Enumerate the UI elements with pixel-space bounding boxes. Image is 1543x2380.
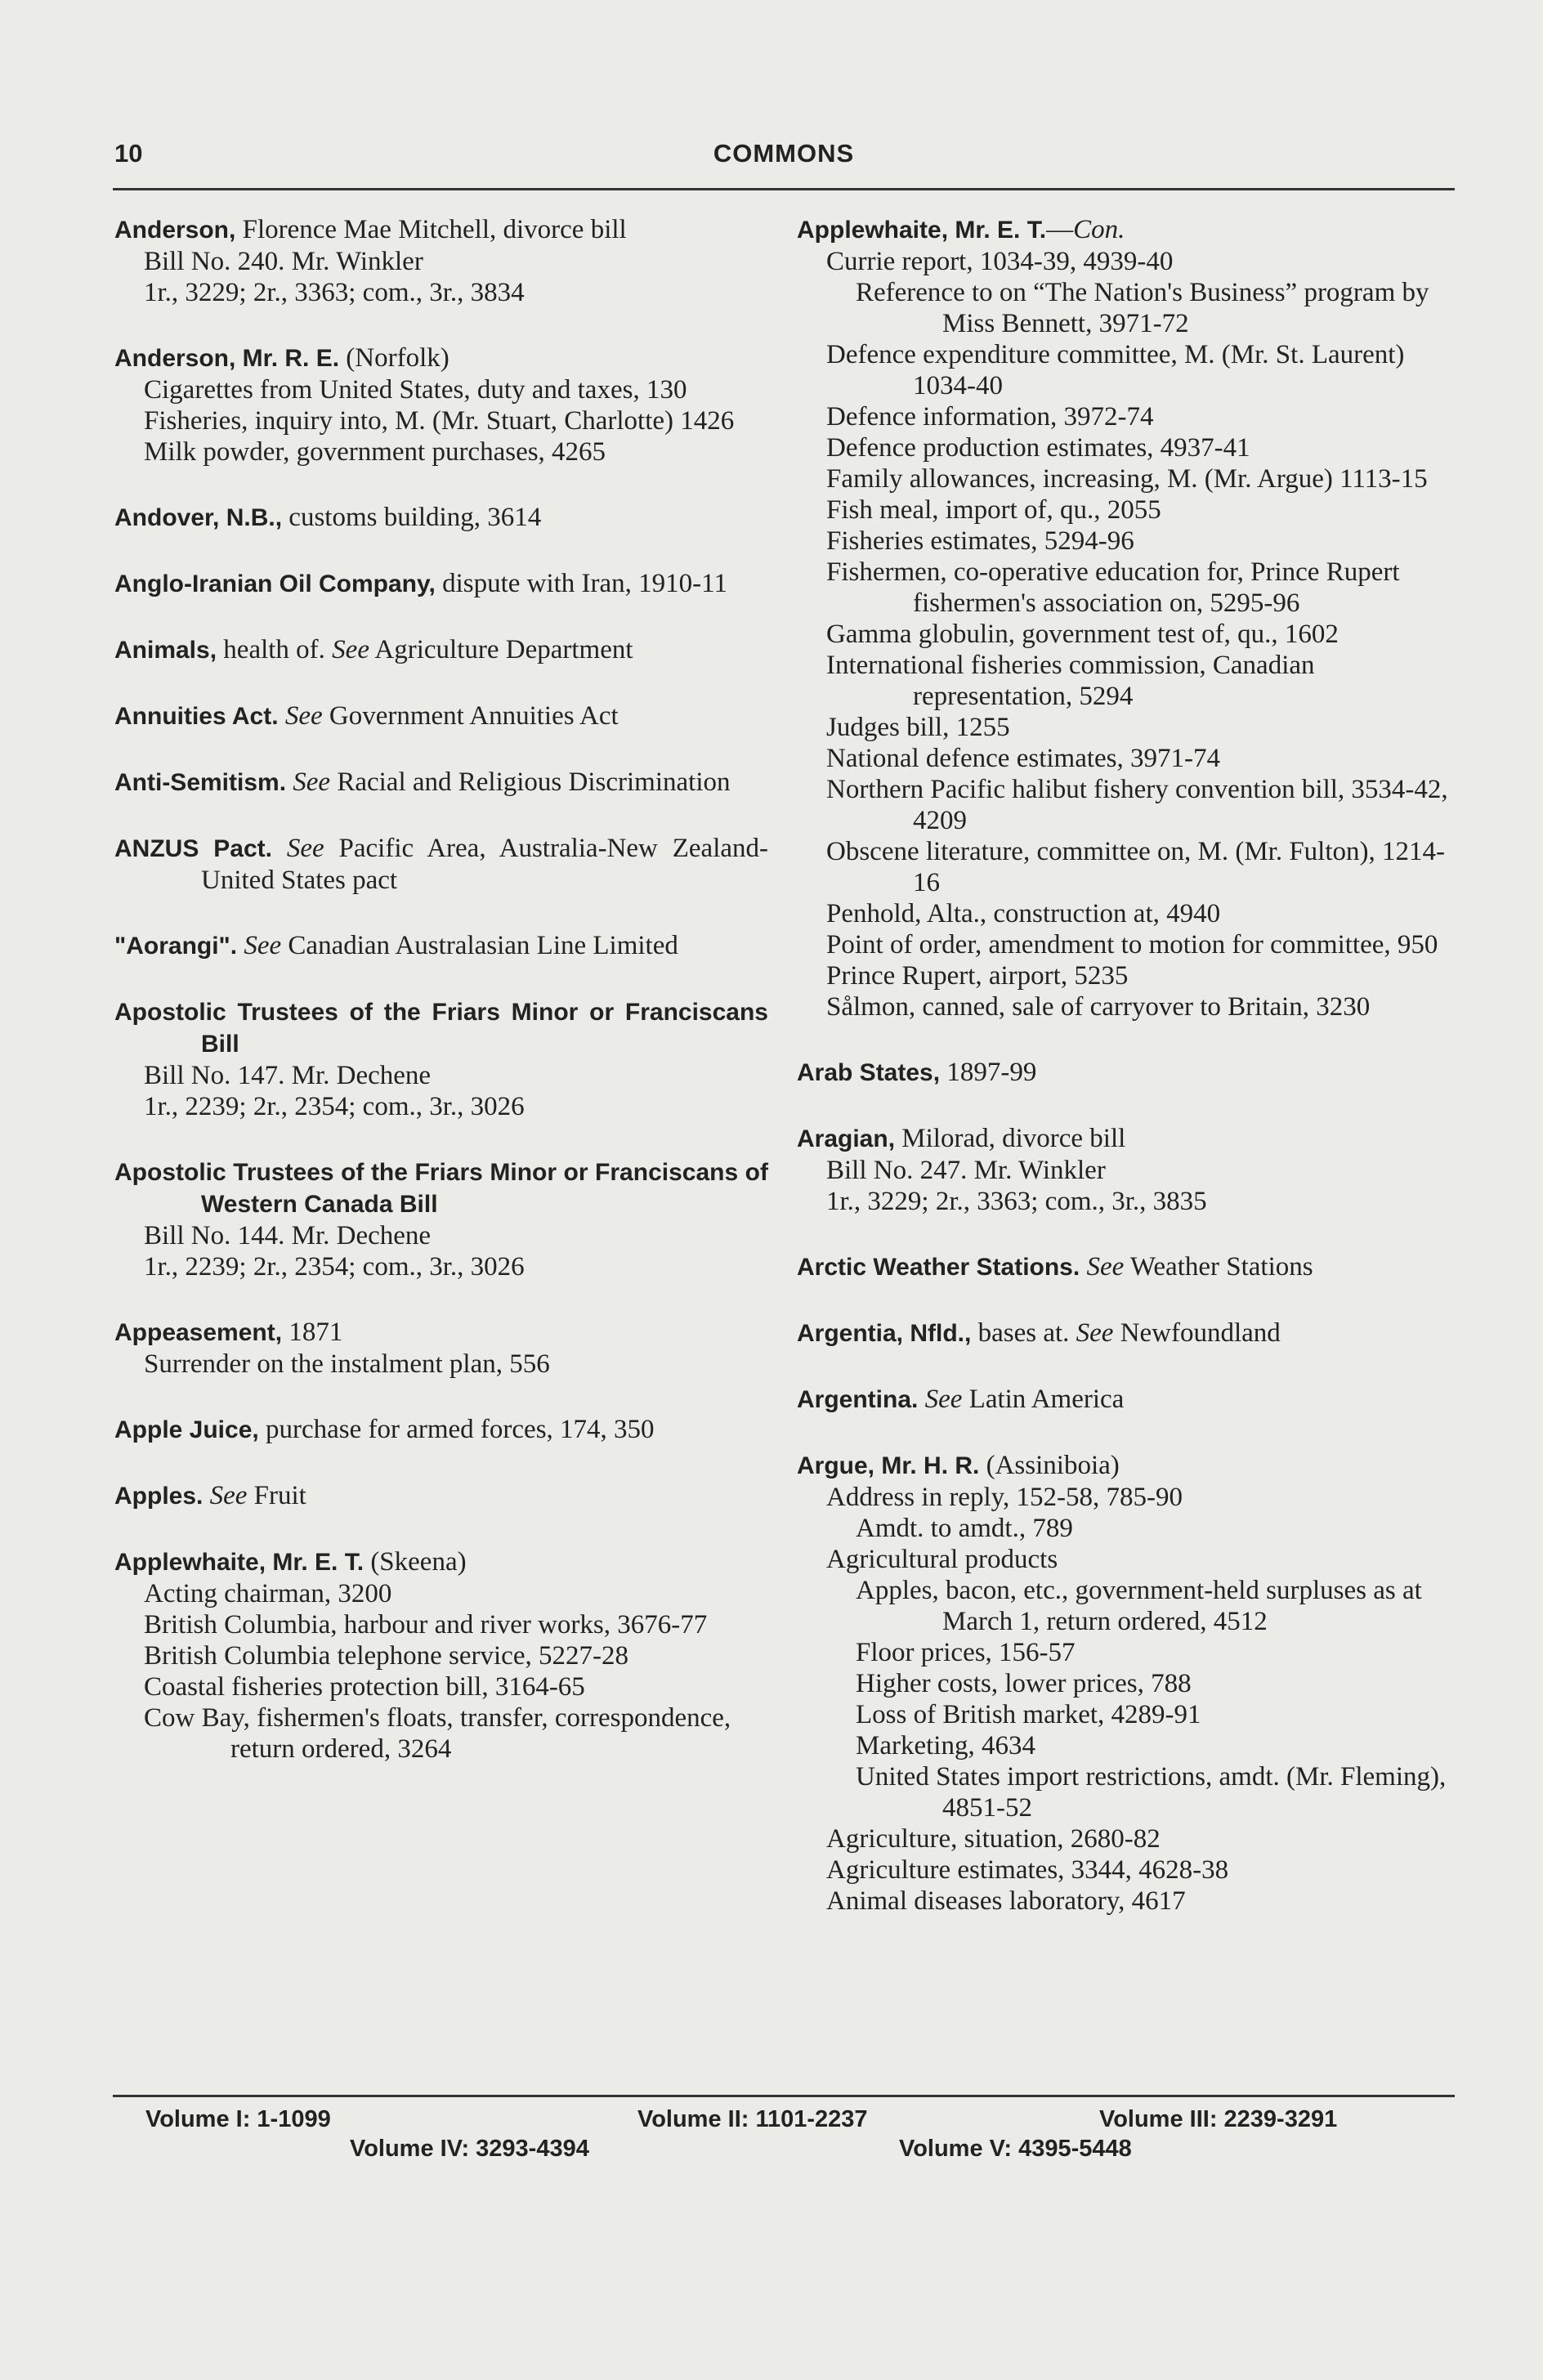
headword: Anti-Semitism.: [114, 769, 287, 796]
entry-text: [918, 1385, 924, 1414]
entry-text: [203, 1481, 209, 1510]
sub-entry-text: Loss of British market, 4289-91: [856, 1700, 1201, 1729]
cross-reference-see: See: [332, 635, 369, 664]
entry-heading: [797, 1384, 1455, 1416]
volume-4-range: Volume IV: 3293-4394: [350, 2136, 589, 2162]
sub-entry-text: Defence information, 3972-74: [826, 402, 1154, 432]
headword: Andover, N.B.,: [114, 504, 283, 531]
index-entry: [797, 1057, 1455, 1089]
headword: "Aorangi".: [114, 933, 238, 960]
sub-entry-text: Reference to on “The Nation's Business” program by Miss Bennett, 3971-72: [856, 278, 1429, 338]
sub-sub-entry: [797, 1575, 1455, 1637]
sub-sub-entry: [797, 1699, 1455, 1730]
index-entry: [797, 214, 1455, 1022]
sub-entry-text: 1r., 2239; 2r., 2354; com., 3r., 3026: [144, 1252, 525, 1282]
cross-reference-see: Con.: [1073, 215, 1125, 244]
sub-entry: [797, 401, 1455, 432]
cross-reference-see: See: [284, 701, 323, 731]
headword: Anderson,: [114, 217, 236, 244]
entry-heading: [114, 700, 768, 732]
sub-entry: [114, 1349, 768, 1380]
index-entry: [114, 1317, 768, 1380]
page-number: 10: [114, 139, 143, 168]
entry-text: Fruit: [247, 1481, 306, 1510]
sub-entry-text: Fish meal, import of, qu., 2055: [826, 495, 1161, 525]
sub-entry-text: Currie report, 1034-39, 4939-40: [826, 247, 1174, 276]
sub-entry-text: Judges bill, 1255: [826, 713, 1010, 742]
entry-heading: [797, 1123, 1455, 1155]
sub-entry-text: Penhold, Alta., construction at, 4940: [826, 899, 1221, 928]
sub-entry-text: Northern Pacific halibut fishery convention bill, 3534-42, 4209: [826, 775, 1448, 835]
headword: Arctic Weather Stations.: [797, 1254, 1080, 1281]
sub-entry: [797, 432, 1455, 463]
sub-entry: [114, 1578, 768, 1609]
entry-text: 1871: [282, 1318, 343, 1347]
headword: Appeasement,: [114, 1319, 283, 1346]
entry-heading: [797, 214, 1455, 246]
sub-entry: [114, 374, 768, 405]
headword: Aragian,: [797, 1125, 896, 1152]
index-entry: [797, 1251, 1455, 1283]
cross-reference-see: See: [924, 1385, 963, 1414]
entry-heading: [114, 1414, 768, 1446]
entry-text: Milorad, divorce bill: [895, 1124, 1126, 1153]
sub-entry-text: Animal diseases laboratory, 4617: [826, 1886, 1186, 1916]
sub-entry: [797, 929, 1455, 960]
entry-text: Government Annuities Act: [322, 701, 619, 731]
sub-entry-text: Agricultural products: [826, 1545, 1058, 1574]
volume-5-range: Volume V: 4395-5448: [899, 2136, 1132, 2162]
sub-entry-text: British Columbia telephone service, 5227-28: [144, 1641, 628, 1671]
index-entry: [114, 568, 768, 600]
sub-entry-text: Sålmon, canned, sale of carryover to Britain, 3230: [826, 992, 1371, 1022]
sub-entry-text: Acting chairman, 3200: [144, 1579, 392, 1608]
sub-entry-text: Bill No. 240. Mr. Winkler: [144, 247, 423, 276]
index-entry: [114, 214, 768, 308]
sub-entry: [114, 1702, 768, 1765]
sub-entry-text: British Columbia, harbour and river works, 3676-77: [144, 1610, 708, 1640]
sub-entry-text: International fisheries commission, Canadian representation, 5294: [826, 651, 1315, 711]
headword: ANZUS Pact.: [114, 835, 272, 862]
sub-entry: [114, 246, 768, 277]
headword: Argue, Mr. H. R.: [797, 1452, 980, 1479]
entry-text: dispute with Iran, 1910-11: [435, 569, 727, 598]
sub-entry: [797, 1482, 1455, 1513]
entry-text: (Norfolk): [339, 343, 449, 373]
sub-entry-text: 1r., 3229; 2r., 3363; com., 3r., 3835: [826, 1187, 1207, 1216]
index-entry: [114, 930, 768, 962]
sub-entry: [797, 246, 1455, 277]
sub-entry-text: Amdt. to amdt., 789: [856, 1514, 1073, 1543]
entry-text: (Assiniboia): [979, 1451, 1120, 1480]
index-entry: [114, 502, 768, 534]
sub-entry-text: Bill No. 147. Mr. Dechene: [144, 1061, 432, 1090]
cross-reference-see: See: [1086, 1252, 1125, 1282]
sub-entry-text: Fisheries, inquiry into, M. (Mr. Stuart, Charlotte) 1426: [144, 406, 735, 436]
index-entry: [114, 634, 768, 666]
entry-heading: [114, 1546, 768, 1578]
sub-entry: [797, 1886, 1455, 1917]
volume-3-range: Volume III: 2239-3291: [1099, 2106, 1338, 2132]
sub-entry: [797, 650, 1455, 712]
entry-heading: [114, 1156, 768, 1220]
entry-heading: [114, 1317, 768, 1349]
index-entry: [114, 342, 768, 468]
sub-entry-text: Prince Rupert, airport, 5235: [826, 961, 1129, 991]
cross-reference-see: See: [209, 1481, 248, 1510]
headword: Argentina.: [797, 1386, 919, 1413]
index-entry: [114, 1480, 768, 1512]
page-title: COMMONS: [713, 139, 855, 168]
bottom-rule: [113, 2095, 1455, 2097]
sub-entry-text: Cow Bay, fishermen's floats, transfer, correspondence, return ordered, 3264: [144, 1703, 731, 1764]
sub-entry-text: Agriculture, situation, 2680-82: [826, 1824, 1161, 1854]
sub-entry-text: Defence production estimates, 4937-41: [826, 433, 1250, 463]
sub-entry: [797, 712, 1455, 743]
headword: Applewhaite, Mr. E. T.: [797, 217, 1047, 244]
sub-entry-text: Bill No. 247. Mr. Winkler: [826, 1156, 1106, 1185]
cross-reference-see: See: [286, 834, 324, 863]
cross-reference-see: See: [244, 931, 282, 960]
entry-text: [272, 834, 287, 863]
index-entry: [114, 833, 768, 896]
index-entry: [114, 700, 768, 732]
entry-text: Latin America: [962, 1385, 1125, 1414]
sub-entry: [114, 436, 768, 468]
entry-heading: [114, 634, 768, 666]
entry-text: health of.: [217, 635, 333, 664]
headword: Argentia, Nfld.,: [797, 1320, 972, 1347]
entry-text: customs building, 3614: [282, 503, 542, 532]
index-entry: [114, 1414, 768, 1446]
left-column: [114, 214, 768, 1799]
index-entry: [797, 1318, 1455, 1349]
entry-heading: [114, 833, 768, 896]
volume-1-range: Volume I: 1-1099: [145, 2106, 331, 2132]
entry-text: Canadian Australasian Line Limited: [281, 931, 678, 960]
entry-text: purchase for armed forces, 174, 350: [258, 1415, 655, 1444]
volume-2-range: Volume II: 1101-2237: [637, 2106, 868, 2132]
entry-text: bases at.: [971, 1318, 1076, 1348]
sub-entry: [797, 836, 1455, 898]
sub-entry-text: Milk powder, government purchases, 4265: [144, 437, 606, 467]
sub-entry: [114, 1609, 768, 1640]
sub-entry-text: Surrender on the instalment plan, 556: [144, 1349, 550, 1379]
entry-text: Agriculture Department: [369, 635, 633, 664]
entry-heading: [114, 1480, 768, 1512]
sub-entry-text: Defence expenditure committee, M. (Mr. St. Laurent) 1034-40: [826, 340, 1405, 400]
cross-reference-see: See: [1076, 1318, 1114, 1348]
sub-entry: [797, 1544, 1455, 1575]
sub-entry-text: 1r., 2239; 2r., 2354; com., 3r., 3026: [144, 1092, 525, 1121]
headword: Apples.: [114, 1483, 203, 1510]
sub-entry-text: 1r., 3229; 2r., 3363; com., 3r., 3834: [144, 278, 525, 307]
sub-entry: [114, 1220, 768, 1251]
sub-entry-text: Fisheries estimates, 5294-96: [826, 526, 1134, 556]
right-column: [797, 214, 1455, 1951]
sub-entry: [797, 1186, 1455, 1217]
sub-sub-entry: [797, 1730, 1455, 1761]
sub-sub-entry: [797, 1637, 1455, 1668]
sub-entry-text: National defence estimates, 3971-74: [826, 744, 1220, 773]
sub-entry-text: Obscene literature, committee on, M. (Mr. Fulton), 1214-16: [826, 837, 1446, 897]
index-entry: [797, 1450, 1455, 1917]
sub-entry-text: Coastal fisheries protection bill, 3164-65: [144, 1672, 585, 1702]
entry-heading: [114, 342, 768, 374]
entry-text: Racial and Religious Discrimination: [330, 767, 731, 797]
entry-heading: [797, 1318, 1455, 1349]
sub-entry-text: Higher costs, lower prices, 788: [856, 1669, 1192, 1698]
cross-reference-see: See: [293, 767, 331, 797]
index-entry: [797, 1123, 1455, 1217]
entry-heading: [114, 930, 768, 962]
sub-entry-text: Marketing, 4634: [856, 1731, 1035, 1760]
index-entry: [114, 767, 768, 799]
sub-entry: [797, 619, 1455, 650]
sub-entry-text: Fishermen, co-operative education for, Prince Rupert fishermen's association on, 5295-96: [826, 557, 1400, 618]
entry-heading: [114, 568, 768, 600]
sub-sub-entry: [797, 277, 1455, 339]
index-entry: [114, 996, 768, 1122]
sub-entry: [114, 277, 768, 308]
sub-entry: [114, 405, 768, 436]
sub-entry: [114, 1251, 768, 1282]
sub-entry-text: Cigarettes from United States, duty and taxes, 130: [144, 375, 687, 405]
entry-heading: [114, 996, 768, 1060]
entry-heading: [797, 1450, 1455, 1482]
sub-sub-entry: [797, 1668, 1455, 1699]
sub-entry: [114, 1060, 768, 1091]
sub-entry-text: Agriculture estimates, 3344, 4628-38: [826, 1855, 1229, 1885]
sub-entry: [797, 991, 1455, 1022]
sub-entry: [114, 1671, 768, 1702]
sub-entry-text: Point of order, amendment to motion for committee, 950: [826, 930, 1438, 960]
volume-footer: [114, 2105, 1453, 2163]
sub-entry-text: Gamma globulin, government test of, qu., 1602: [826, 620, 1339, 649]
sub-entry-text: Bill No. 144. Mr. Dechene: [144, 1221, 432, 1250]
entry-heading: [797, 1251, 1455, 1283]
headword: Anglo-Iranian Oil Company,: [114, 570, 436, 597]
sub-entry: [797, 1854, 1455, 1886]
sub-entry-text: Floor prices, 156-57: [856, 1638, 1076, 1667]
sub-entry: [797, 898, 1455, 929]
index-entry: [797, 1384, 1455, 1416]
sub-entry-text: Apples, bacon, etc., government-held surpluses as at March 1, return ordered, 4512: [856, 1576, 1422, 1636]
headword: Arab States,: [797, 1059, 941, 1086]
sub-entry: [797, 1155, 1455, 1186]
entry-text: 1897-99: [940, 1058, 1037, 1087]
sub-entry: [797, 1823, 1455, 1854]
entry-heading: [114, 767, 768, 799]
sub-entry: [797, 463, 1455, 494]
sub-entry-text: Address in reply, 152-58, 785-90: [826, 1483, 1183, 1512]
sub-entry: [114, 1640, 768, 1671]
entry-text: —: [1046, 215, 1074, 244]
entry-heading: [797, 1057, 1455, 1089]
headword: Annuities Act.: [114, 703, 279, 730]
sub-entry: [114, 1091, 768, 1122]
headword: Applewhaite, Mr. E. T.: [114, 1549, 365, 1576]
sub-entry-text: United States import restrictions, amdt. (Mr. Fleming), 4851-52: [856, 1762, 1447, 1823]
sub-entry: [797, 526, 1455, 557]
entry-text: Pacific Area, Australia-New Zealand-United States pact: [201, 834, 769, 895]
sub-entry: [797, 494, 1455, 526]
sub-entry: [797, 960, 1455, 991]
index-entry: [114, 1546, 768, 1765]
headword: Apostolic Trustees of the Friars Minor or Franciscans Bill: [114, 999, 768, 1058]
sub-entry: [797, 743, 1455, 774]
index-entry: [114, 1156, 768, 1282]
sub-entry-text: Family allowances, increasing, M. (Mr. Argue) 1113-15: [826, 464, 1428, 494]
sub-sub-entry: [797, 1513, 1455, 1544]
entry-heading: [114, 214, 768, 246]
sub-entry: [797, 557, 1455, 619]
entry-text: Weather Stations: [1124, 1252, 1313, 1282]
top-rule: [113, 188, 1455, 190]
sub-entry: [797, 774, 1455, 836]
headword: Apostolic Trustees of the Friars Minor or Franciscans of Western Canada Bill: [114, 1159, 768, 1218]
entry-text: Newfoundland: [1113, 1318, 1281, 1348]
sub-sub-entry: [797, 1761, 1455, 1823]
entry-text: [279, 701, 285, 731]
running-head: [114, 139, 1453, 180]
sub-entry: [797, 339, 1455, 401]
entry-heading: [114, 502, 768, 534]
headword: Apple Juice,: [114, 1416, 259, 1443]
headword: Anderson, Mr. R. E.: [114, 345, 340, 372]
entry-text: Florence Mae Mitchell, divorce bill: [235, 215, 627, 244]
headword: Animals,: [114, 637, 217, 664]
entry-text: (Skeena): [364, 1547, 467, 1577]
